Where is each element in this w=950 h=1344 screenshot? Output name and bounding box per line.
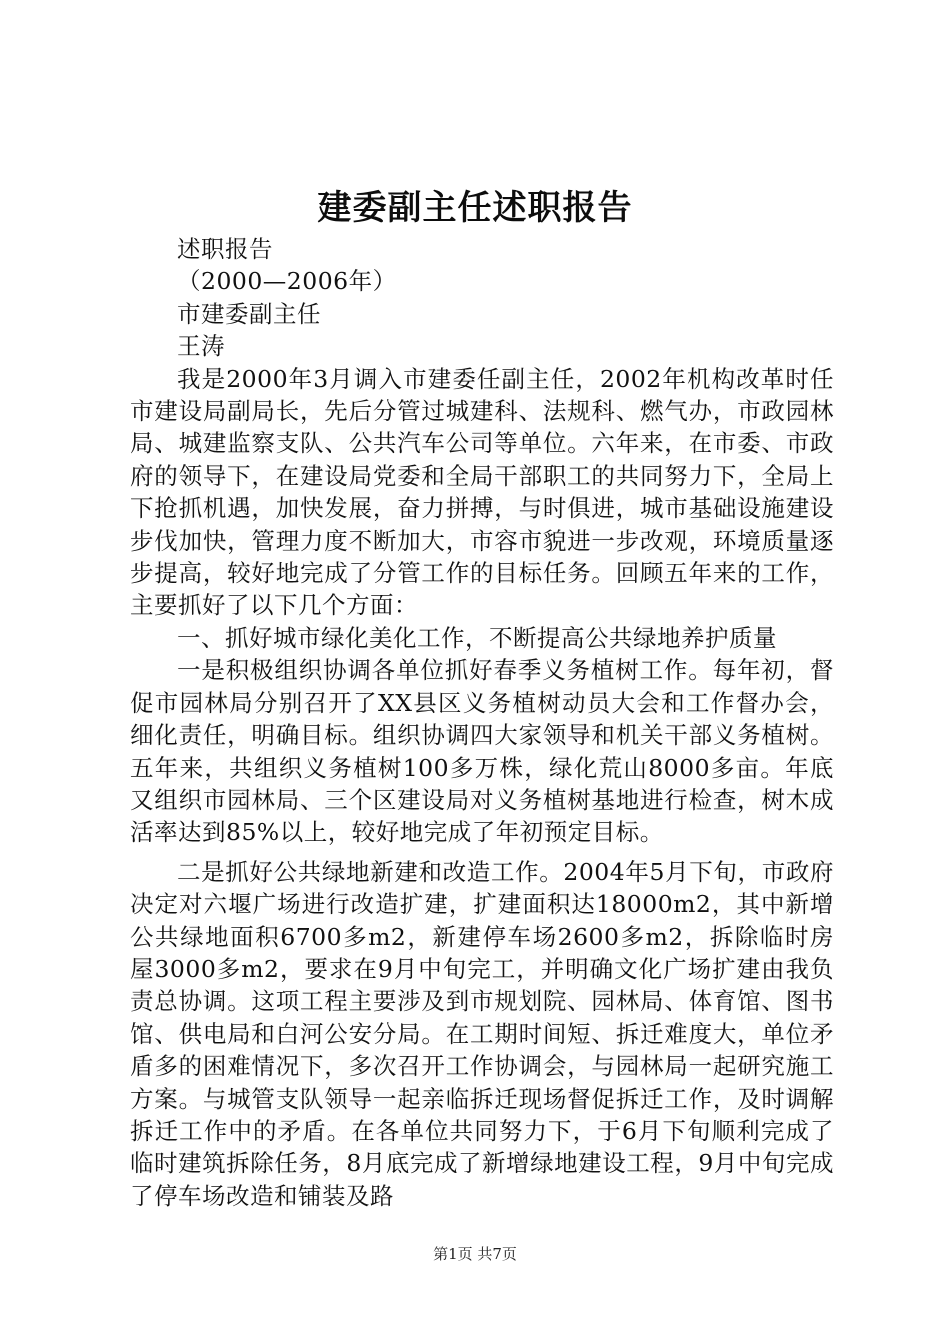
document-title: 建委副主任述职报告 — [317, 188, 633, 228]
paragraph-report-label: 述职报告 — [177, 235, 273, 263]
paragraph-green-space: 二是抓好公共绿地新建和改造工作。2004年5月下旬，市政府决定对六堰广场进行改造扩建，扩建面积达18000m2，其中新增公共绿地面积6700多m2，新建停车场2600多m2，拆除临时房屋3000多m2，要求在9月中旬完工，并明确文化广场扩建由我负责总协调。这项工程主要涉及到市规划院、园林局、体育馆、图书馆、供电局和白河公安分局。在工期时间短、拆迁难度大，单位矛盾多的困难情况下，多次召开工作协调会，与园林局一起研究施工方案。与城管支队领导一起亲临拆迁现场督促拆迁工作，及时调解拆迁工作中的矛盾。在各单位共同努力下，于6月下旬顺利完成了临时建筑拆除任务，8月底完成了新增绿地建设工程，9月中旬完成了停车场改造和铺装及路 — [130, 857, 834, 1210]
paragraph-tree-planting: 一是积极组织协调各单位抓好春季义务植树工作。每年初，督促市园林局分别召开了XX县区义务植树动员大会和工作督办会，细化责任，明确目标。组织协调四大家领导和机关干部义务植树。五年来，共组织义务植树100多万株，绿化荒山8000多亩。年底又组织市园林局、三个区建设局对义务植树基地进行检查，树木成活率达到85%以上，较好地完成了年初预定目标。 — [130, 656, 834, 847]
page-number: 第1页 共7页 — [433, 1245, 517, 1263]
section-heading-1: 一、抓好城市绿化美化工作，不断提高公共绿地养护质量 — [177, 623, 777, 652]
paragraph-period: （2000—2006年） — [177, 267, 397, 296]
paragraph-author: 王涛 — [177, 332, 225, 361]
paragraph-intro: 我是2000年3月调入市建委任副主任，2002年机构改革时任市建设局副局长，先后分管过城建科、法规科、燃气办，市政园林局、城建监察支队、公共汽车公司等单位。六年来，在市委、市政府的领导下，在建设局党委和全局干部职工的共同努力下，全局上下抢抓机遇，加快发展，奋力拼搏，与时俱进，城市基础设施建设步伐加快，管理力度不断加大，市容市貌进一步改观，环境质量逐步提高，较好地完成了分管工作的目标任务。回顾五年来的工作，主要抓好了以下几个方面： — [130, 364, 834, 620]
paragraph-position: 市建委副主任 — [177, 299, 321, 328]
document-body — [130, 233, 834, 1212]
